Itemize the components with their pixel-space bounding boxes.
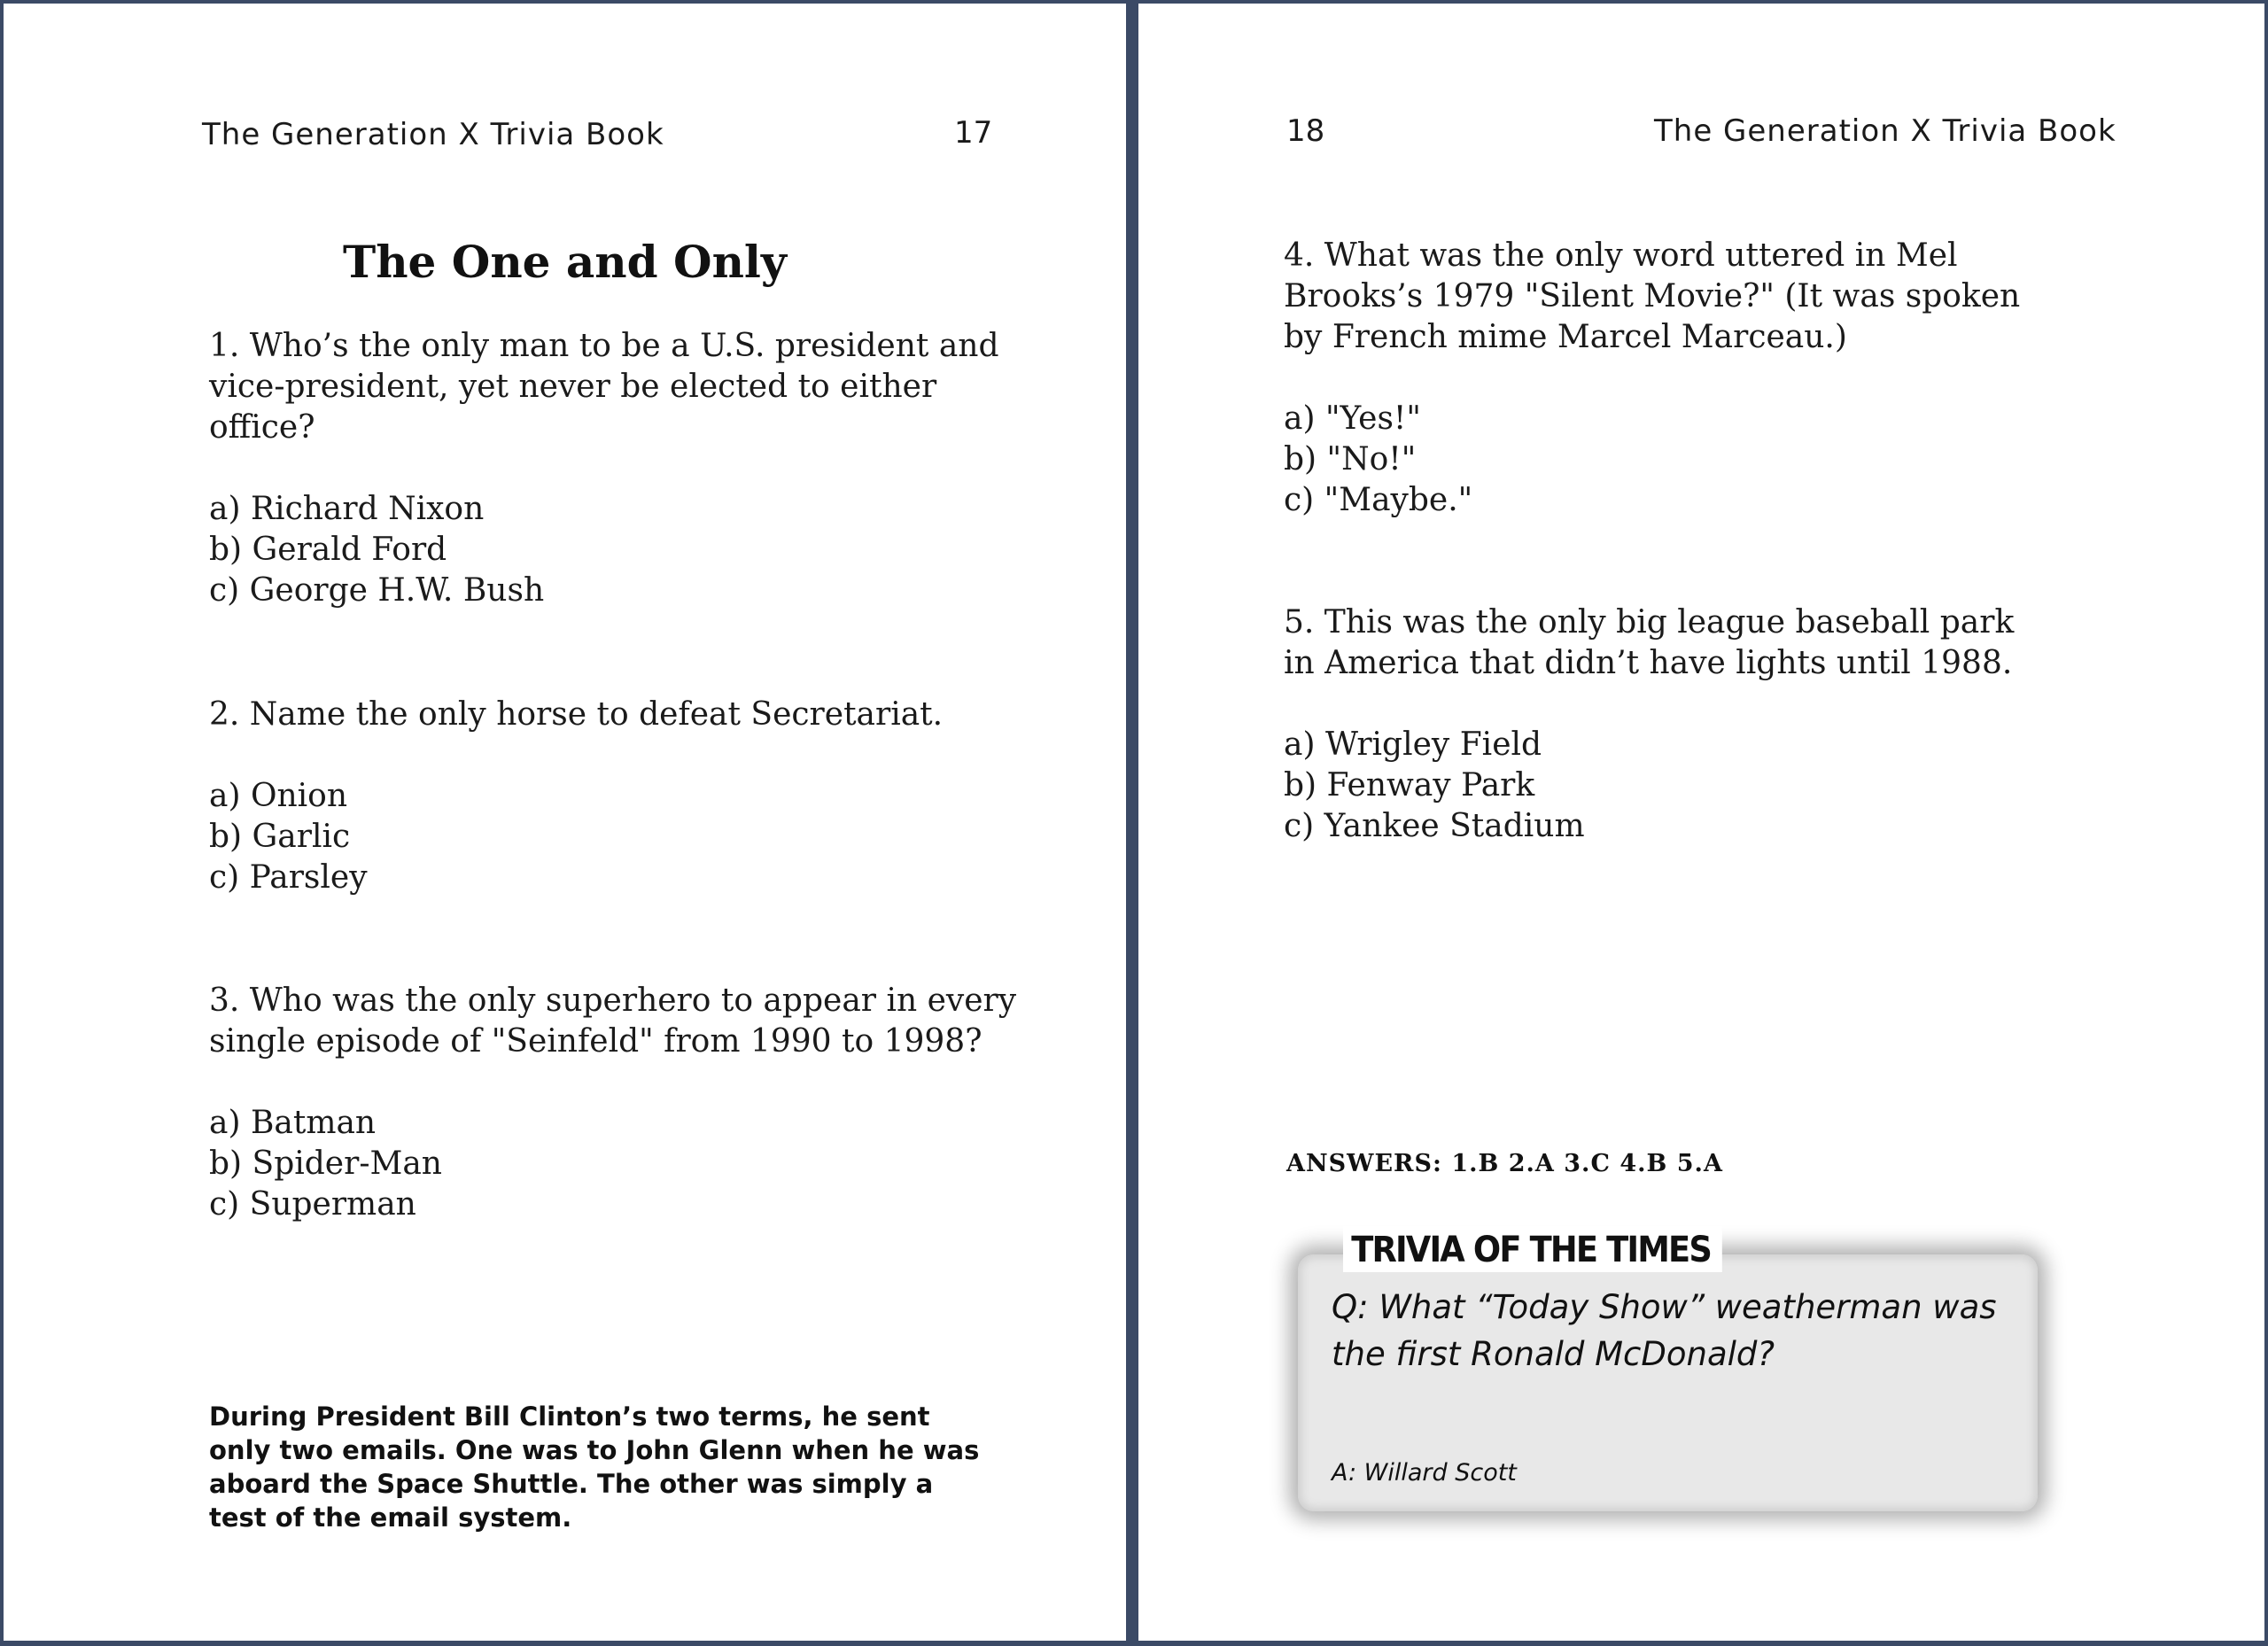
- running-head: The Generation X Trivia Book: [1654, 113, 2117, 149]
- option: c) Yankee Stadium: [1284, 808, 1585, 844]
- question-2: [209, 695, 1024, 898]
- question-text: 1. Who’s the only man to be a U.S. president and vice-president, yet never be elected to either office?: [209, 328, 999, 446]
- option: b) Gerald Ford: [209, 532, 447, 568]
- option: a) Wrigley Field: [1284, 726, 1542, 763]
- running-head: The Generation X Trivia Book: [202, 117, 664, 152]
- question-text: 4. What was the only word uttered in Mel Brooks’s 1979 "Silent Movie?" (It was spoken by French mime Marcel Marceau.): [1284, 237, 2021, 355]
- option: b) Garlic: [209, 819, 351, 855]
- trivia-answer: A: Willard Scott: [1332, 1459, 1517, 1487]
- page-number: 18: [1286, 113, 1325, 149]
- option: b) "No!": [1284, 441, 1417, 477]
- option: c) George H.W. Bush: [209, 572, 545, 609]
- option: a) Richard Nixon: [209, 491, 485, 527]
- question-3: [209, 981, 1024, 1225]
- answer-key: ANSWERS: 1.B 2.A 3.C 4.B 5.A: [1286, 1150, 1723, 1177]
- left-page: [4, 4, 1126, 1641]
- chapter-title: The One and Only: [343, 236, 787, 288]
- option: b) Fenway Park: [1284, 767, 1535, 804]
- answer-options: [209, 1103, 1024, 1225]
- question-4: [1284, 236, 2046, 521]
- option: b) Spider-Man: [209, 1145, 442, 1182]
- answer-options: [209, 776, 1024, 898]
- trivia-question: Q: What “Today Show” weatherman was the first Ronald McDonald?: [1332, 1288, 1997, 1373]
- page-number: 17: [954, 115, 993, 151]
- option: a) "Yes!": [1284, 400, 1421, 437]
- question-1: [209, 326, 1024, 611]
- answer-options: [1284, 399, 2046, 521]
- trivia-fact: During President Bill Clinton’s two terms, he sent only two emails. One was to John Glenn when he was aboard the Space Shuttle. The other was simply a test of the email system.: [209, 1401, 980, 1533]
- answer-options: [209, 489, 1024, 611]
- option: c) Superman: [209, 1186, 416, 1223]
- question-text: 5. This was the only big league baseball park in America that didn’t have lights until 1988.: [1284, 604, 2015, 681]
- question-text: 2. Name the only horse to defeat Secretariat.: [209, 696, 944, 733]
- option: a) Batman: [209, 1105, 377, 1141]
- option: c) "Maybe.": [1284, 482, 1473, 518]
- option: a) Onion: [209, 778, 348, 814]
- answer-options: [1284, 725, 2046, 847]
- question-5: [1284, 602, 2046, 847]
- question-text: 3. Who was the only superhero to appear in every single episode of "Seinfeld" from 1990 to 1998?: [209, 982, 1017, 1060]
- trivia-box-label: TRIVIA OF THE TIMES: [1343, 1226, 1722, 1272]
- right-page: [1138, 4, 2264, 1641]
- option: c) Parsley: [209, 859, 368, 896]
